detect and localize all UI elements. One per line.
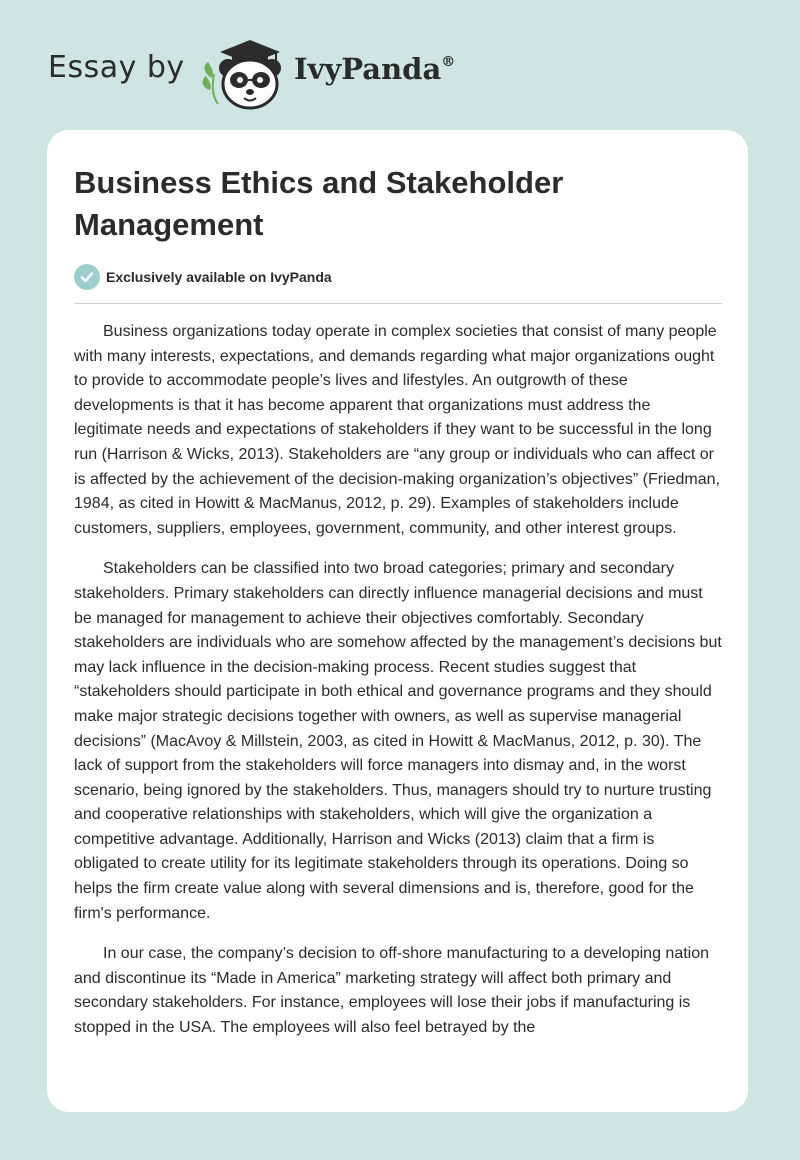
paragraph: Business organizations today operate in complex societies that consist of many people with many interests, expectations, and demands regarding what major organizations ought to provide to accommodate people’s lives and lifestyles. An outgrowth of these developments is that it has become apparent that organizations must address the legitimate needs and expectations of stakeholders if they want to be successful in the long run (Harrison & Wicks, 2013). Stakeholders are “any group or individuals who can affect or is affected by the achievement of the decision-making organization’s objectives” (Friedman, 1984, as cited in Howitt & MacManus, 2012, p. 29). Examples of stakeholders include customers, suppliers, employees, government, community, and other interest groups.: [74, 323, 720, 537]
registered-mark: ®: [441, 54, 456, 70]
title-divider: [74, 303, 722, 304]
paragraph: Stakeholders can be classified into two broad categories; primary and secondary stakeholders. Primary stakeholders can directly influence managerial decisions and must be managed for management to achieve their objectives comfortably. Secondary stakeholders are individuals who are somehow affected by the management’s decisions but may lack influence in the decision-making process. Recent studies suggest that “stakeholders should participate in both ethical and governance programs and they should make major strategic decisions together with owners, as well as supervise managerial decisions” (MacAvoy & Millstein, 2003, as cited in Howitt & MacManus, 2012, p. 30). The lack of support from the stakeholders will force managers into dismay and, in the worst scenario, being ignored by the stakeholders. Thus, managers should try to nurture trusting and cooperative relationships with stakeholders, which will give the organization a competitive advantage. Additionally, Harrison and Wicks (2013) claim that a firm is obligated to create utility for its legitimate stakeholders through its operations. Doing so helps the firm create value along with several dimensions and is, therefore, good for the firm's performance.: [74, 560, 722, 922]
article-title: Business Ethics and Stakeholder Management: [74, 165, 564, 242]
article-card: [47, 130, 748, 1112]
site-header: [48, 28, 548, 108]
exclusive-badge: [74, 264, 332, 290]
exclusive-badge-label: Exclusively available on IvyPanda: [106, 269, 332, 285]
panda-logo-icon[interactable]: [198, 34, 288, 112]
brand-name[interactable]: IvyPanda®: [294, 52, 456, 86]
check-icon: [74, 264, 100, 290]
ivy-leaf-icon: [203, 62, 218, 104]
essay-by-label: Essay by: [48, 50, 185, 85]
article-body: [74, 320, 722, 1057]
paragraph: In our case, the company’s decision to off-shore manufacturing to a developing nation and discontinue its “Made in America” marketing strategy will affect both primary and secondary stakeholders. For instance, employees will lose their jobs if manufacturing is stopped in the USA. The employees will also feel betrayed by the: [74, 945, 710, 1037]
